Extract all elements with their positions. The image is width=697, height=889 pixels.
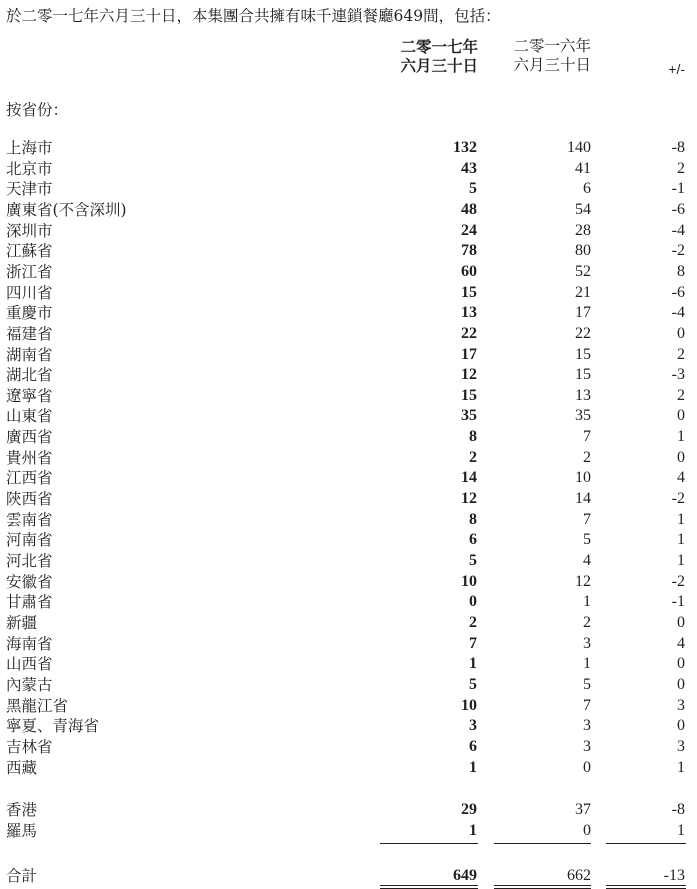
header-2016 <box>513 37 591 75</box>
count-2017: 1 <box>469 758 477 776</box>
subtotal-rule <box>494 843 591 844</box>
region-name: 北京市 <box>6 159 53 178</box>
count-2017: 5 <box>469 675 477 693</box>
table-row <box>0 654 697 674</box>
table-row <box>0 468 697 488</box>
table-row <box>0 592 697 612</box>
count-change: 0 <box>677 407 685 425</box>
count-2016: 80 <box>575 242 591 260</box>
count-2016: 5 <box>583 531 591 549</box>
region-name: 四川省 <box>6 283 53 302</box>
region-name: 山東省 <box>6 407 53 426</box>
table-row <box>0 675 697 695</box>
total-rule <box>606 885 686 886</box>
region-name: 海南省 <box>6 634 53 653</box>
count-change: 2 <box>677 159 685 177</box>
region-name: 河南省 <box>6 531 53 550</box>
count-change: 4 <box>677 634 685 652</box>
count-2017: 1 <box>469 655 477 673</box>
table-row <box>0 262 697 282</box>
region-name: 天津市 <box>6 180 53 199</box>
count-2017: 5 <box>469 180 477 198</box>
count-2016: 22 <box>575 324 591 342</box>
count-2017: 14 <box>461 469 477 487</box>
count-2016: 0 <box>583 758 591 776</box>
count-change: -13 <box>663 867 685 884</box>
count-change: -3 <box>671 366 685 384</box>
count-2017: 12 <box>461 366 477 384</box>
table-row <box>0 572 697 592</box>
table-row <box>0 448 697 468</box>
count-2016: 41 <box>575 159 591 177</box>
count-change: 0 <box>677 675 685 693</box>
count-2017: 60 <box>461 262 477 280</box>
count-2016: 6 <box>583 180 591 198</box>
table-row <box>0 821 697 841</box>
region-name: 上海市 <box>6 139 53 157</box>
count-change: -6 <box>671 283 685 301</box>
count-2017: 10 <box>461 572 477 590</box>
count-2016: 2 <box>583 613 591 631</box>
count-2016: 15 <box>575 366 591 384</box>
count-change: 4 <box>677 469 685 487</box>
count-2016: 3 <box>583 634 591 652</box>
region-name: 福建省 <box>6 324 53 343</box>
region-name: 寧夏、青海省 <box>6 717 100 736</box>
table-row <box>0 386 697 406</box>
count-2016: 28 <box>575 221 591 239</box>
table-row <box>0 551 697 571</box>
region-name: 湖南省 <box>6 345 53 364</box>
region-name: 河北省 <box>6 552 53 570</box>
header-2017 <box>400 37 478 75</box>
region-name: 廣西省 <box>6 428 53 447</box>
count-2017: 6 <box>469 737 477 755</box>
table-row <box>0 365 697 385</box>
count-change: 1 <box>677 821 685 839</box>
region-name: 甘肅省 <box>6 593 53 612</box>
count-change: 0 <box>677 655 685 673</box>
region-name: 吉林省 <box>6 737 53 756</box>
count-change: -1 <box>671 180 685 198</box>
count-2017: 10 <box>461 696 477 714</box>
count-2017: 15 <box>461 283 477 301</box>
intro-text: 於二零一七年六月三十日，本集團合共擁有味千連鎖餐廳649間，包括： <box>6 7 501 25</box>
region-name: 貴州省 <box>6 448 53 467</box>
count-change: 3 <box>677 696 685 714</box>
table-row <box>0 345 697 365</box>
table-row <box>0 758 697 778</box>
table-row <box>0 530 697 550</box>
count-2017: 2 <box>469 613 477 631</box>
count-2016: 12 <box>575 572 591 590</box>
region-name: 內蒙古 <box>6 675 53 694</box>
count-2017: 13 <box>461 304 477 322</box>
count-2017: 29 <box>461 801 477 818</box>
count-2016: 1 <box>583 593 591 611</box>
count-2017: 3 <box>469 717 477 735</box>
count-change: -4 <box>671 221 685 239</box>
count-2016: 7 <box>583 428 591 446</box>
table-row <box>0 634 697 654</box>
count-2016: 21 <box>575 283 591 301</box>
count-2017: 7 <box>469 634 477 652</box>
table-row <box>0 737 697 757</box>
count-change: 0 <box>677 717 685 735</box>
count-change: -8 <box>671 801 685 818</box>
count-2016: 7 <box>583 696 591 714</box>
count-2017: 48 <box>461 200 477 218</box>
region-name: 黑龍江省 <box>6 696 69 715</box>
count-change: 3 <box>677 737 685 755</box>
table-row <box>0 221 697 241</box>
count-2017: 649 <box>453 867 477 884</box>
count-2016: 1 <box>583 655 591 673</box>
count-change: -8 <box>671 139 685 156</box>
subtotal-rule <box>606 843 686 844</box>
count-2016: 2 <box>583 448 591 466</box>
count-2016: 17 <box>575 304 591 322</box>
table-row <box>0 283 697 303</box>
table-row <box>0 200 697 220</box>
section-label: 按省份： <box>6 101 69 119</box>
count-change: 0 <box>677 448 685 466</box>
count-2016: 13 <box>575 386 591 404</box>
count-2016: 7 <box>583 510 591 528</box>
total-rule <box>494 885 591 886</box>
region-name: 安徽省 <box>6 572 53 591</box>
count-change: -2 <box>671 490 685 508</box>
count-2016: 3 <box>583 737 591 755</box>
count-change: 0 <box>677 613 685 631</box>
region-name: 西藏 <box>6 758 38 777</box>
count-2017: 24 <box>461 221 477 239</box>
count-2017: 1 <box>469 821 477 839</box>
count-2016: 10 <box>575 469 591 487</box>
count-2017: 12 <box>461 490 477 508</box>
count-2017: 78 <box>461 242 477 260</box>
count-change: 2 <box>677 386 685 404</box>
count-2016: 662 <box>567 867 591 884</box>
count-2016: 3 <box>583 717 591 735</box>
count-change: -1 <box>671 593 685 611</box>
count-2016: 14 <box>575 490 591 508</box>
count-2017: 2 <box>469 448 477 466</box>
count-2017: 8 <box>469 510 477 528</box>
table-row <box>0 324 697 344</box>
table-row <box>0 303 697 323</box>
count-2016: 35 <box>575 407 591 425</box>
region-name: 山西省 <box>6 655 53 674</box>
region-name: 新疆 <box>6 613 38 632</box>
table-row <box>0 696 697 716</box>
region-name: 羅馬 <box>6 821 38 840</box>
count-2017: 132 <box>453 139 477 156</box>
region-name: 廣東省(不含深圳) <box>6 200 127 219</box>
count-2017: 6 <box>469 531 477 549</box>
count-2017: 17 <box>461 345 477 363</box>
table-row <box>0 241 697 261</box>
count-2016: 37 <box>575 801 591 818</box>
count-2017: 8 <box>469 428 477 446</box>
header-2017-date: 六月三十日 <box>400 56 478 75</box>
count-2017: 0 <box>469 593 477 611</box>
header-change: +/- <box>668 61 685 77</box>
count-change: 1 <box>677 531 685 549</box>
table-row <box>0 159 697 179</box>
region-name: 浙江省 <box>6 262 53 281</box>
region-name: 湖北省 <box>6 366 53 385</box>
subtotal-rule <box>380 843 478 844</box>
header-2016-date: 六月三十日 <box>513 56 591 74</box>
region-name: 合計 <box>6 867 38 885</box>
count-2017: 22 <box>461 324 477 342</box>
header-2017-year: 二零一七年 <box>400 37 478 56</box>
count-2017: 5 <box>469 552 477 569</box>
table-row <box>0 138 697 158</box>
table-row <box>0 866 697 886</box>
table-row <box>0 716 697 736</box>
region-name: 江西省 <box>6 469 53 488</box>
region-name: 香港 <box>6 801 38 819</box>
count-change: 1 <box>677 510 685 528</box>
count-change: 1 <box>677 758 685 776</box>
total-rule <box>380 885 478 886</box>
header-2016-year: 二零一六年 <box>513 37 591 55</box>
count-2017: 43 <box>461 159 477 177</box>
count-2017: 15 <box>461 386 477 404</box>
region-name: 深圳市 <box>6 221 53 240</box>
table-row <box>0 179 697 199</box>
table-row <box>0 613 697 633</box>
table-row <box>0 800 697 820</box>
table-row <box>0 406 697 426</box>
region-name: 陝西省 <box>6 490 53 509</box>
count-change: -2 <box>671 572 685 590</box>
count-change: 2 <box>677 345 685 363</box>
count-2016: 0 <box>583 821 591 839</box>
count-change: 8 <box>677 262 685 280</box>
count-change: -6 <box>671 200 685 218</box>
count-2016: 15 <box>575 345 591 363</box>
count-change: -2 <box>671 242 685 260</box>
table-row <box>0 510 697 530</box>
count-2016: 140 <box>567 139 591 156</box>
region-name: 江蘇省 <box>6 242 53 261</box>
count-change: -4 <box>671 304 685 322</box>
region-name: 重慶市 <box>6 304 53 323</box>
region-name: 雲南省 <box>6 510 53 529</box>
count-2016: 5 <box>583 675 591 693</box>
count-change: 1 <box>677 552 685 569</box>
region-name: 遼寧省 <box>6 386 53 405</box>
table-row <box>0 427 697 447</box>
count-2017: 35 <box>461 407 477 425</box>
count-2016: 4 <box>583 552 591 569</box>
count-2016: 54 <box>575 200 591 218</box>
count-change: 0 <box>677 324 685 342</box>
count-change: 1 <box>677 428 685 446</box>
count-2016: 52 <box>575 262 591 280</box>
table-row <box>0 489 697 509</box>
